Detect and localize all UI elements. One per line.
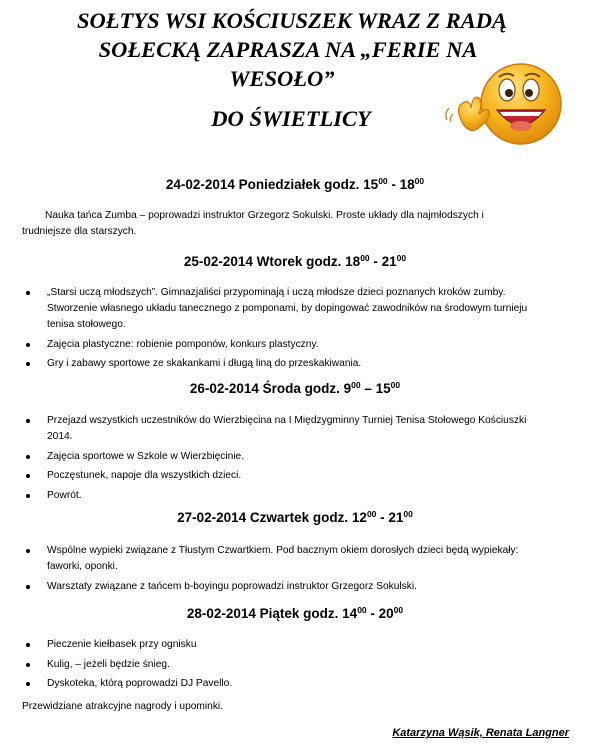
day-2-activity-list: [0, 285, 590, 376]
title-line-3: WESOŁO”: [229, 66, 335, 91]
day-5-date: 28-02-2014 Piątek godz. 14: [186, 606, 358, 621]
list-item: [0, 543, 590, 575]
day-4-heading: [0, 510, 590, 525]
day-4-end-hour: - 21: [376, 510, 404, 525]
list-item-line: „Starsi uczą młodszych”. Gimnazjaliści przypominają i uczą młodsze dzieci poznanych kroków zumby.: [47, 287, 506, 298]
list-item: [0, 468, 590, 484]
list-item-line: Dyskoteka, którą poprowadzi DJ Pavello.: [47, 678, 233, 689]
day-5-end-hour: - 20: [366, 606, 394, 621]
day-5-end-minutes: 00: [393, 605, 404, 615]
day-2-end-minutes: 00: [396, 253, 407, 263]
title-line-2: SOŁECKĄ ZAPRASZA NA „FERIE NA: [98, 37, 478, 62]
list-item: [0, 676, 590, 692]
day-4-end-minutes: 00: [403, 509, 413, 519]
day-1-description-line: Nauka tańca Zumba – poprowadzi instruktor Grzegorz Sokulski. Proste układy dla najmłodszych i: [45, 210, 484, 221]
day-4-activity-list: [0, 543, 590, 598]
list-item-line: Pieczenie kiełbasek przy ognisku: [47, 639, 197, 650]
day-3-end-minutes: 00: [390, 380, 401, 390]
list-item-line: Zajęcia sportowe w Szkole w Wierzbięcinie.: [47, 450, 245, 462]
day-2-end-hour: - 21: [369, 254, 397, 269]
list-item: [0, 637, 590, 653]
list-item-line: Warsztaty związane z tańcem b-boyingu poprowadzi instruktor Grzegorz Sokulski.: [47, 580, 417, 592]
list-item: [0, 449, 590, 465]
day-4-date: 27-02-2014 Czwartek godz. 12: [177, 510, 367, 525]
day-3-activity-list: [0, 413, 590, 507]
list-item-line: Poczęstunek, napoje dla wszystkich dzieci.: [47, 470, 242, 481]
list-item: [0, 657, 590, 673]
list-item: [0, 285, 590, 333]
day-3-heading: [0, 381, 590, 396]
signature: Katarzyna Wąsik, Renata Langner: [392, 727, 569, 739]
day-4-start-minutes: 00: [366, 509, 377, 519]
day-3-start-minutes: 00: [351, 380, 361, 390]
list-item: [0, 413, 590, 445]
day-1-heading: [0, 177, 590, 192]
day-5-activity-list: [0, 637, 590, 696]
list-item: [0, 488, 590, 504]
list-item: [0, 337, 590, 353]
list-item: [0, 579, 590, 595]
day-2-heading: [0, 254, 590, 269]
list-item-line: Kulig, – jeżeli będzie śnieg.: [47, 658, 170, 670]
closing-note: Przewidziane atrakcyjne nagrody i upominki.: [22, 701, 224, 712]
list-item-line: tenisa stołowego.: [47, 319, 126, 330]
day-1-end-minutes: 00: [414, 176, 425, 186]
list-item: [0, 356, 590, 372]
day-2-date: 25-02-2014 Wtorek godz. 18: [183, 254, 361, 269]
day-5-start-minutes: 00: [357, 605, 367, 615]
list-item-line: Wspólne wypieki związane z Tłustym Czwartkiem. Pod bacznym okiem dorosłych dzieci będą wypiekały:: [47, 545, 519, 556]
list-item-line: Powrót.: [47, 489, 82, 501]
day-1-description-line: trudniejsze dla starszych.: [22, 226, 137, 237]
day-3-date: 26-02-2014 Środa godz. 9: [189, 381, 352, 396]
day-2-start-minutes: 00: [360, 253, 370, 263]
day-5-heading: [0, 606, 590, 621]
list-item-line: Zajęcia plastyczne: robienie pomponów, konkurs plastyczny.: [47, 338, 319, 350]
day-1-end-hour: - 18: [387, 177, 415, 192]
list-item-line: Stworzenie własnego układu tanecznego z pomponami, by dopingować zawodników na środowym turnieju: [47, 303, 528, 314]
day-1-date: 24-02-2014 Poniedziałek godz. 15: [165, 177, 379, 192]
waving-smiley-icon: [445, 62, 569, 154]
day-3-end-hour: – 15: [360, 381, 391, 396]
day-1-description: [22, 208, 484, 240]
day-1-start-minutes: 00: [378, 176, 388, 186]
list-item-line: Przejazd wszystkich uczestników do Wierzbięcina na I Międzygminny Turniej Tenisa Stołowego Kościuszki: [47, 415, 527, 426]
title-line-4: DO ŚWIETLICY: [211, 106, 371, 131]
list-item-line: 2014.: [47, 431, 73, 442]
list-item-line: faworki, oponki.: [47, 561, 118, 572]
list-item-line: Gry i zabawy sportowe ze skakankami i długą liną do przeskakiwania.: [47, 358, 362, 369]
title-line-1: SOŁTYS WSI KOŚCIUSZEK WRAZ Z RADĄ: [77, 8, 507, 33]
